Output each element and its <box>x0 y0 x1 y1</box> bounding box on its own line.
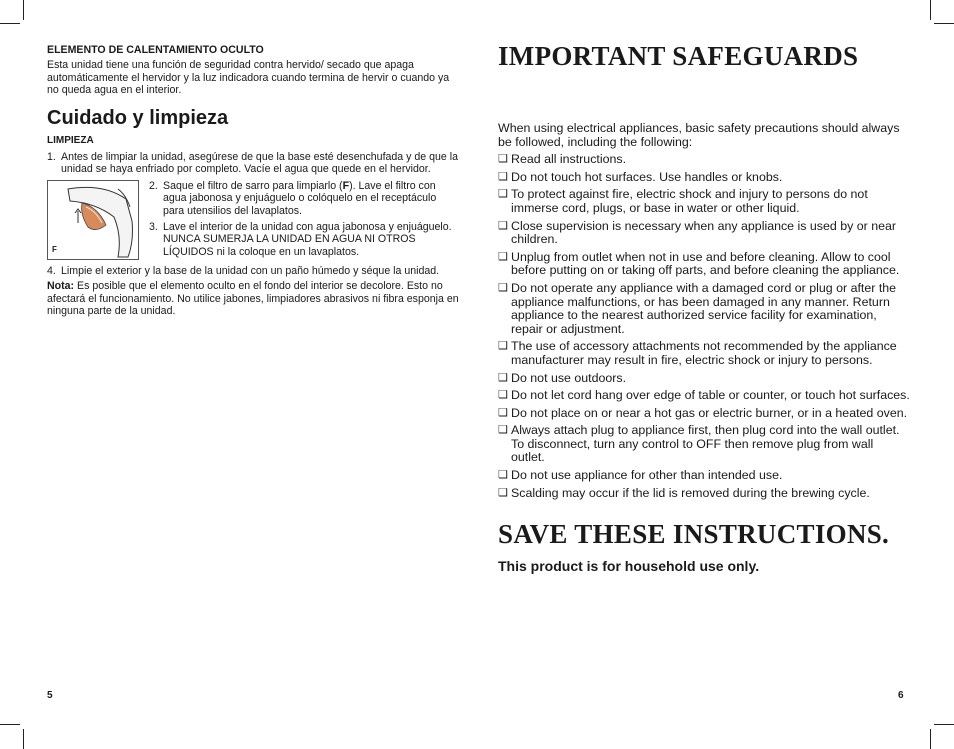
hidden-element-text: Esta unidad tiene una función de seguridad contra hervido/ secado que apaga automáticamente el hervidor y la luz indicadora cuando termina de hervir o cuando ya no queda agua en el interior. <box>47 59 450 97</box>
hidden-element-heading: ELEMENTO DE CALENTAMIENTO OCULTO <box>47 44 264 56</box>
list-item-text: Do not touch hot surfaces. Use handles or knobs. <box>511 169 783 184</box>
checkbox-bullet-icon: ❑ <box>498 424 508 437</box>
checkbox-bullet-icon: ❑ <box>498 340 508 353</box>
step-1 <box>47 151 459 176</box>
safeguards-intro: When using electrical appliances, basic safety precautions should always be followed, including the following: <box>498 121 900 149</box>
list-item-text: Always attach plug to appliance first, then plug cord into the wall outlet. To disconnect, turn any control to OFF then remove plug from wall outlet. <box>511 423 900 465</box>
checkbox-bullet-icon: ❑ <box>498 281 508 294</box>
list-item <box>498 487 910 501</box>
step-text <box>163 180 459 217</box>
list-item-text: Scalding may occur if the lid is removed during the brewing cycle. <box>511 485 870 500</box>
list-item <box>498 389 910 403</box>
list-item-text: The use of accessory attachments not recommended by the appliance manufacturer may result in fire, electric shock or injury to persons. <box>511 339 897 367</box>
step-number: 3. <box>149 221 158 234</box>
list-item <box>498 188 910 215</box>
checkbox-bullet-icon: ❑ <box>498 188 508 201</box>
list-item <box>498 171 910 185</box>
list-item <box>498 424 910 465</box>
list-item-text: Do not use outdoors. <box>511 370 627 385</box>
list-item-text: Do not let cord hang over edge of table or counter, or touch hot surfaces. <box>511 388 910 403</box>
crop-mark <box>934 23 954 24</box>
crop-mark <box>930 729 931 749</box>
crop-mark <box>23 729 24 749</box>
care-heading: Cuidado y limpieza <box>47 106 229 129</box>
checkbox-bullet-icon: ❑ <box>498 406 508 419</box>
kettle-filter-illustration <box>48 181 138 259</box>
step-text-part: ). Lave el filtro con agua jabonosa y enjuáguelo o colóquelo en el receptáculo para utensilios del lavaplatos. <box>163 179 437 217</box>
step-number: 4. <box>47 264 56 277</box>
left-page <box>47 44 459 317</box>
note-paragraph <box>47 280 459 317</box>
cleaning-heading: LIMPIEZA <box>47 134 94 146</box>
checkbox-bullet-icon: ❑ <box>498 250 508 263</box>
note-text: Es posible que el elemento oculto en el fondo del interior se decolore. Esto no afectará el funcionamiento. No utilice jabones, limpiadores abrasivos ni fibra esponja en ninguna parte de la unidad. <box>47 280 459 318</box>
crop-mark <box>23 0 24 20</box>
list-item <box>498 340 910 367</box>
safeguards-title: IMPORTANT SAFEGUARDS <box>498 41 859 71</box>
crop-mark <box>0 724 20 725</box>
figure-row <box>47 180 459 260</box>
list-item-text: Do not operate any appliance with a damaged cord or plug or after the appliance malfunctions, or has been damaged in any manner. Return appliance to the nearest authorized service facility for examination, repair or adjustment. <box>511 280 897 336</box>
step-3 <box>149 221 459 258</box>
step-number: 2. <box>149 179 158 192</box>
step-4 <box>47 265 459 277</box>
list-item-text: To protect against fire, electric shock and injury to persons do not immerse cord, plugs, or base in water or other liquid. <box>511 187 868 215</box>
list-item <box>498 469 910 483</box>
checkbox-bullet-icon: ❑ <box>498 469 508 482</box>
list-item <box>498 220 910 247</box>
page-number-right: 6 <box>898 690 904 701</box>
step-text-part: Saque el filtro de sarro para limpiarlo ( <box>163 179 343 192</box>
step-text: Limpie el exterior y la base de la unidad con un paño húmedo y séque la unidad. <box>61 264 440 277</box>
list-item-text: Do not use appliance for other than intended use. <box>511 468 783 483</box>
figure-reference: F <box>342 179 350 192</box>
checkbox-bullet-icon: ❑ <box>498 219 508 232</box>
checkbox-bullet-icon: ❑ <box>498 170 508 183</box>
list-item-text: Do not place on or near a hot gas or electric burner, or in a heated oven. <box>511 405 908 420</box>
figure-label: F <box>52 245 57 255</box>
list-item-text: Close supervision is necessary when any appliance is used by or near children. <box>511 218 897 247</box>
checkbox-bullet-icon: ❑ <box>498 371 508 384</box>
save-instructions-title: SAVE THESE INSTRUCTIONS. <box>498 519 890 550</box>
list-item <box>498 153 910 167</box>
note-label: Nota: <box>47 280 75 293</box>
page-number-left: 5 <box>47 690 53 701</box>
step-number: 1. <box>47 151 56 164</box>
crop-mark <box>0 23 20 24</box>
list-item-text: Unplug from outlet when not in use and before cleaning. Allow to cool before putting on or taking off parts, and before cleaning the appliance. <box>511 249 900 278</box>
safeguards-list <box>498 153 910 500</box>
kettle-filter-figure <box>47 180 139 260</box>
right-page <box>498 40 910 574</box>
list-item <box>498 282 910 336</box>
list-item-text: Read all instructions. <box>511 152 627 167</box>
crop-mark <box>934 724 954 725</box>
step-text: Antes de limpiar la unidad, asegúrese de que la base esté desenchufada y de que la unidad se haya enfriado por completo. Vacíe el agua que quede en el hervidor. <box>61 151 458 176</box>
checkbox-bullet-icon: ❑ <box>498 153 508 166</box>
list-item <box>498 407 910 421</box>
list-item <box>498 251 910 278</box>
checkbox-bullet-icon: ❑ <box>498 389 508 402</box>
figure-steps <box>149 180 459 260</box>
list-item <box>498 372 910 386</box>
step-2 <box>149 180 459 217</box>
checkbox-bullet-icon: ❑ <box>498 486 508 499</box>
step-text: Lave el interior de la unidad con agua jabonosa y enjuáguelo. NUNCA SUMERJA LA UNIDAD EN AGUA NI OTROS LÍQUIDOS ni la coloque en un lavaplatos. <box>163 221 452 258</box>
crop-mark <box>930 0 931 20</box>
household-use-note: This product is for household use only. <box>498 558 760 575</box>
